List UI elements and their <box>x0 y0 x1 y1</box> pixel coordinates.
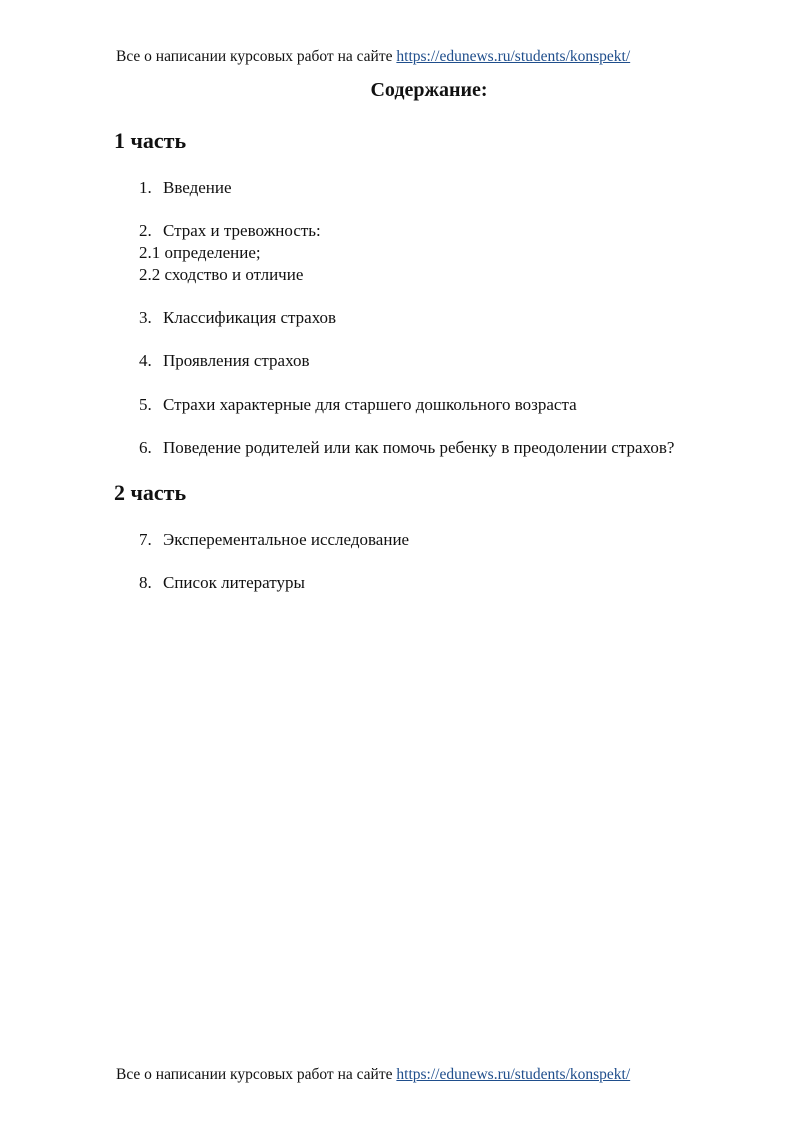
document-title: Содержание: <box>370 79 488 101</box>
toc-item-4 <box>139 350 309 371</box>
toc-item-label: Список литературы <box>163 573 305 592</box>
page-footer <box>116 1066 630 1084</box>
toc-item-number: 8. <box>139 573 152 592</box>
toc-item-label: Классификация страхов <box>163 308 337 327</box>
toc-item-label: Введение <box>163 178 232 197</box>
toc-item-7 <box>139 529 409 550</box>
toc-item-number: 5. <box>139 395 152 414</box>
toc-item-label: Поведение родителей или как помочь ребенку в преодолении страхов? <box>163 438 675 457</box>
toc-item-number: 4. <box>139 351 152 370</box>
header-link[interactable]: https://edunews.ru/students/konspekt/ <box>396 48 631 65</box>
toc-subitem-2-2: 2.2 сходство и отличие <box>139 265 304 284</box>
toc-item-number: 3. <box>139 308 152 327</box>
toc-item-label: Эксперементальное исследование <box>163 530 410 549</box>
toc-item-number: 6. <box>139 438 152 457</box>
toc-item-3 <box>139 307 336 328</box>
toc-item-label: Страхи характерные для старшего дошкольного возраста <box>163 395 577 414</box>
toc-item-5 <box>139 394 577 415</box>
toc-item-8 <box>139 572 305 593</box>
toc-item-number: 2. <box>139 221 152 240</box>
part-1-heading: 1 часть <box>114 128 187 153</box>
footer-link[interactable]: https://edunews.ru/students/konspekt/ <box>396 1066 631 1083</box>
toc-item-number: 7. <box>139 530 152 549</box>
toc-subitem-2-1: 2.1 определение; <box>139 243 261 262</box>
toc-item-label: Страх и тревожность: <box>163 221 321 240</box>
page-header <box>116 48 630 66</box>
toc-item-1 <box>139 177 232 198</box>
part-2-heading: 2 часть <box>114 480 187 505</box>
toc-item-2 <box>139 220 321 241</box>
footer-text: Все о написании курсовых работ на сайте <box>116 1066 397 1083</box>
toc-item-label: Проявления страхов <box>163 351 310 370</box>
toc-item-6 <box>139 437 674 458</box>
toc-item-number: 1. <box>139 178 152 197</box>
header-text: Все о написании курсовых работ на сайте <box>116 48 397 65</box>
